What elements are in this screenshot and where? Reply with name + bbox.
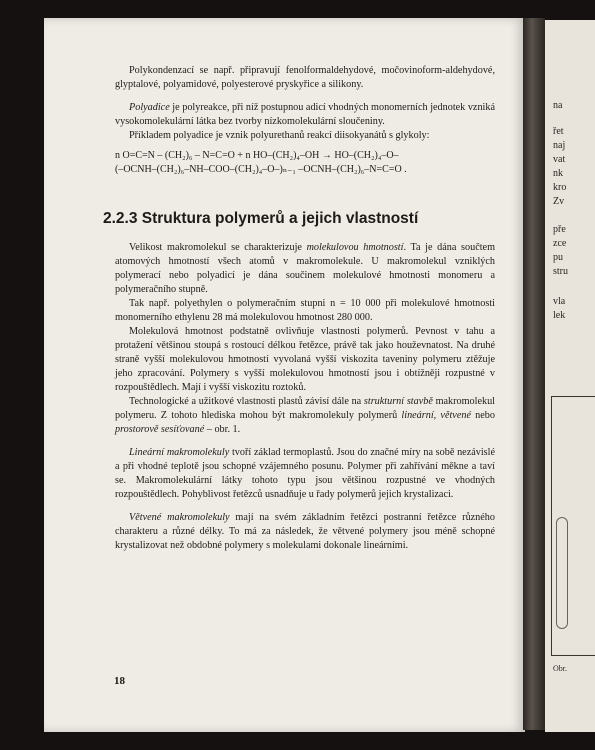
term-prostorove-sesitovane: prostorově sesíťované xyxy=(115,424,205,435)
page-fragment: řet xyxy=(553,126,564,137)
formula-line-2: (–OCNH–(CH₂)₆–NH–COO–(CH₂)₄–O–)ₙ₋₁ –OCNH–(CH₂)₆–N=C=O . xyxy=(115,164,407,175)
paragraph-molecular-weight: Velikost makromolekul se charakterizuje molekulovou hmotností. Ta je dána součtem atomových hmotností všech atomů v makromolekule. U makromolekul vzniklých polymerací nebo polyadicí je dána součinem molekulové hmotnosti monomeru a polymeračního stupně. xyxy=(115,242,495,295)
figure-frame xyxy=(551,396,595,656)
paragraph-linear: Lineární makromolekuly tvoří základ termoplastů. Jsou do značné míry na sobě nezávislé a při vhodné teplotě jsou schopné vzájemného posunu. Polymer při zahřívání měkne a taví se. Makromolekulární látky tohoto typu jsou většinou rozpustné ve vhodných rozpouštědlech. Pohyblivost řetězců usnadňuje u řady polymerů jejich krystalizaci. xyxy=(115,447,495,500)
formula-line-1: n O=C=N – (CH₂)₆ – N=C=O + n HO–(CH₂)₄–OH → HO–(CH₂)₄–O– xyxy=(115,150,399,161)
page-number: 18 xyxy=(114,675,125,687)
paragraph-properties: Molekulová hmotnost podstatně ovlivňuje vlastnosti polymerů. Pevnost v tahu a protažení většinou stoupá s rostoucí délkou řetězce, právě tak jako houževnatost. Na druhé straně vyšší molekulovou hmotností vyvolaná vyšší viskozita taveniny polymeru ztěžuje jeho zpracování. Polymery s vyšší molekulovou hmotností jsou i obtížněji rozpustné v rozpouštědlech. Mají i vyšší viskozitu roztoků. xyxy=(115,326,495,393)
figure-graphic xyxy=(556,517,568,629)
paragraph-polyadice-example: Příkladem polyadice je vznik polyurethanů reakcí diisokyanátů s glykoly: xyxy=(129,130,430,141)
page-fragment: na xyxy=(553,100,563,111)
section-heading: 2.2.3 Struktura polymerů a jejich vlastností xyxy=(103,210,419,227)
paragraph-polykondenzace: Polykondenzací se např. připravují fenolformaldehydové, močovinoform-aldehydové, glyptalové, polyamidové, polyesterové pryskyřice a silikony. xyxy=(115,65,495,90)
page-fragment: lek xyxy=(553,310,566,321)
paragraph-branched: Větvené makromolekuly mají na svém základním řetězci postranní řetězce různého charakteru a různé délky. To má za následek, že větvené polymery jsou méně schopné krystalizovat než obdobné polymery s molekulami dokonale lineárními. xyxy=(115,512,495,551)
book-spine xyxy=(523,18,545,730)
paragraph-polyadice xyxy=(115,101,495,129)
page-fragment: pře xyxy=(553,224,566,235)
paragraph-polyethylene-example: Tak např. polyethylen o polymeračním stupni n = 10 000 při molekulové hmotnosti monomerního ethylenu 28 má molekulovou hmotnost 280 000. xyxy=(115,298,495,323)
page-fragment: naj xyxy=(553,140,566,151)
figure-caption-fragment: Obr. xyxy=(553,664,567,673)
term-molekulova-hmotnost: molekulovou hmotností xyxy=(306,242,404,253)
page-fragment: vla xyxy=(553,296,566,307)
page-content xyxy=(103,64,495,553)
term-linearni-makromolekuly: Lineární makromolekuly xyxy=(129,447,230,458)
page-fragment: vat xyxy=(553,154,566,165)
term-vetvene-makromolekuly: Větvené makromolekuly xyxy=(129,512,230,523)
polyadice-definition: je polyreakce, při níž postupnou adicí vhodných monomerních jednotek vzniká vysokomolekulární látka bez tvorby nízkomolekulární sloučeniny. xyxy=(115,102,495,127)
term-linearni-vetvene: lineární, větvené xyxy=(401,410,471,421)
page-fragment: nk xyxy=(553,168,563,179)
paragraph-structure: Technologické a užitkové vlastnosti plastů závisí dále na strukturní stavbě makromolekul polymeru. Z tohoto hlediska mohou být makromolekuly polymerů lineární, větvené nebo prostorově sesíťované – obr. 1. xyxy=(115,396,495,435)
term-strukturni-stavbe: strukturní stavbě xyxy=(363,396,433,407)
page-fragment: Zv xyxy=(553,196,565,207)
page-fragment: stru xyxy=(553,266,568,277)
page-fragment: kro xyxy=(553,182,567,193)
book-page-right-edge xyxy=(545,20,595,732)
term-polyadice: Polyadice xyxy=(129,102,170,113)
page-fragment: zce xyxy=(553,238,567,249)
page-fragment: pu xyxy=(553,252,563,263)
